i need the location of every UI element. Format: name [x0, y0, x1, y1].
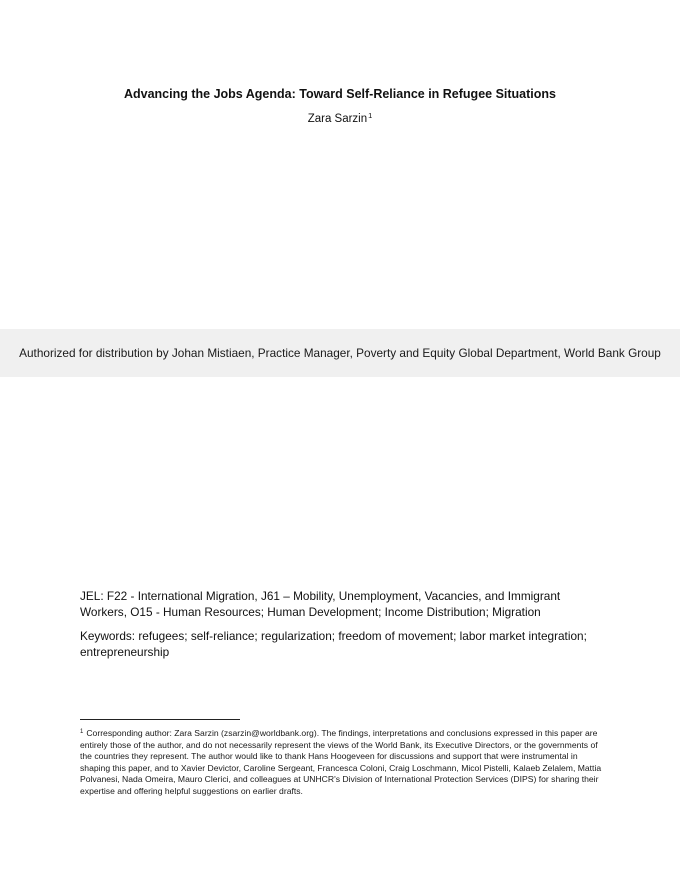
footnote-text: Corresponding author: Zara Sarzin (zsarzin@worldbank.org). The findings, interpretations and conclusions expressed in this paper are entirely those of the author, and do not necessarily represent the views of the World Bank, its Executive Directors, or the governments of the countries they represent. The author would like to thank Hans Hoogeveen for discussions and support that were instrumental in shaping this paper, and to Xavier Devictor, Caroline Sergeant, Francesca Coloni, Craig Loschmann, Micol Pistelli, Kalaeb Zelalem, Mattia Polvanesi, Nada Omeira, Mauro Clerici, and colleagues at UNHCR's Division of International Protection Services (DIPS) for sharing their expertise and offering helpful suggestions on earlier drafts. — [80, 728, 602, 796]
author-line — [0, 111, 680, 125]
authorization-banner — [0, 329, 680, 377]
authorization-notice: Authorized for distribution by Johan Mistiaen, Practice Manager, Poverty and Equity Global Department, World Bank Group — [19, 346, 661, 360]
author-name: Zara Sarzin — [307, 113, 368, 125]
footnote-mark: 1 — [80, 729, 84, 735]
author-footnote-mark: 1 — [368, 111, 373, 120]
footnote — [80, 727, 605, 797]
keywords: Keywords: refugees; self-reliance; regularization; freedom of movement; labor market integration; entrepreneurship — [80, 629, 587, 659]
paper-title: Advancing the Jobs Agenda: Toward Self-Reliance in Refugee Situations — [123, 87, 556, 101]
footnote-separator — [80, 719, 240, 720]
jel-codes: JEL: F22 - International Migration, J61 – Mobility, Unemployment, Vacancies, and Immigrant Workers, O15 - Human Resources; Human Development; Income Distribution; Migration — [80, 589, 561, 619]
